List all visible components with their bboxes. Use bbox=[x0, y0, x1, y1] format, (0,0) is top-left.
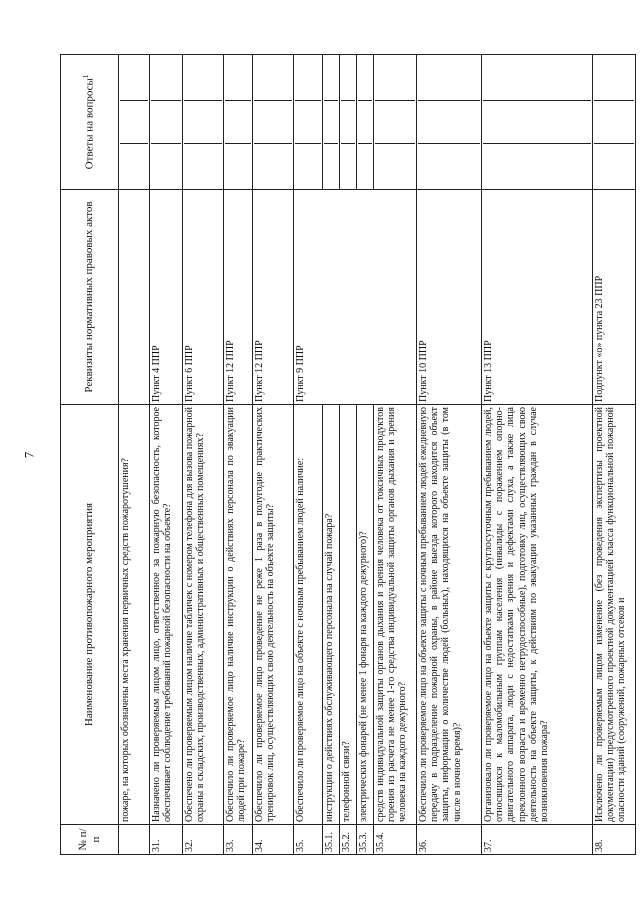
row-number: 33. bbox=[224, 825, 253, 855]
rotated-table-wrapper bbox=[60, 55, 640, 855]
header-name: Наименование противопожарного мероприятия bbox=[61, 405, 119, 825]
header-answers-label: Ответы на вопросы bbox=[83, 78, 96, 170]
row-number: 35. bbox=[294, 825, 323, 855]
row-answer-cells[interactable] bbox=[374, 55, 417, 190]
table-row bbox=[294, 55, 323, 855]
row-number: 35.1. bbox=[323, 825, 340, 855]
table-row bbox=[224, 55, 253, 855]
row-answer-cells[interactable] bbox=[323, 55, 340, 190]
header-requisites: Реквизиты нормативных правовых актов bbox=[61, 190, 119, 405]
table-header-row bbox=[61, 55, 119, 855]
table-row bbox=[150, 55, 183, 855]
row-answer-cells[interactable] bbox=[340, 55, 357, 190]
table-row bbox=[323, 55, 340, 855]
row-measure: средств индивидуальной защиты органов дыхания и зрения человека от токсичных продуктов горения из расчета не менее 1-го средства индивидуальной защиты органов дыхания и зрения человека на каждого дежурного? bbox=[374, 405, 417, 825]
row-answer-cells[interactable] bbox=[119, 55, 150, 190]
row-requisites bbox=[119, 190, 150, 405]
table-row bbox=[183, 55, 224, 855]
row-measure: Обеспечено ли проверяемым лицом наличие табличек с номером телефона для вызова пожарной охраны в складских, производственных, административных и общественных помещениях? bbox=[183, 405, 224, 825]
row-requisites: Пункт 9 ППР bbox=[294, 190, 417, 405]
row-answer-cells[interactable] bbox=[593, 55, 636, 190]
footnote-mark: 1 bbox=[82, 74, 91, 79]
header-answers bbox=[61, 55, 119, 190]
row-measure: Организовало ли проверяемое лицо на объекте защиты с круглосуточным пребыванием людей, относящихся к маломобильным группам населения (инвалиды с поражением опорно-двигательного аппарата, люди с недостатками зрения и дефектами слуха, а также лица преклонного возраста и временно нетрудоспособные), подготовку лиц, осуществляющих свою деятельность на объекте защиты, к действиям по эвакуации указанных граждан в случае возникновения пожара? bbox=[482, 405, 593, 825]
row-requisites: Пункт 12 ППР bbox=[224, 190, 253, 405]
row-measure: Обеспечило ли проверяемое лицо на объекте с ночным пребыванием людей наличие: bbox=[294, 405, 323, 825]
table-row bbox=[482, 55, 593, 855]
row-requisites: Пункт 13 ППР bbox=[482, 190, 593, 405]
row-measure: инструкции о действиях обслуживающего персонала на случай пожара? bbox=[323, 405, 340, 825]
header-number: № п/п bbox=[61, 825, 119, 855]
table-row bbox=[253, 55, 294, 855]
row-number: 34. bbox=[253, 825, 294, 855]
table-row bbox=[593, 55, 636, 855]
row-answer-cells[interactable] bbox=[150, 55, 183, 190]
row-number bbox=[119, 825, 150, 855]
row-number: 38. bbox=[593, 825, 636, 855]
row-answer-cells[interactable] bbox=[294, 55, 323, 190]
row-number: 36. bbox=[417, 825, 482, 855]
page-number: 7 bbox=[21, 451, 37, 459]
row-measure: Назначено ли проверяемым лицом лицо, ответственное за пожарную безопасность, которое обеспечивает соблюдение требований пожарной безопасности на объекте? bbox=[150, 405, 183, 825]
row-requisites: Подпункт «о» пункта 23 ППР bbox=[593, 190, 636, 405]
row-measure: Обеспечило ли проверяемое лицо на объекте защиты с ночным пребыванием людей ежедневную передачу в подразделение пожарной охраны, в районе выезда которого находится объект защиты, информации о количестве людей (больных), находящихся на объекте защиты (в том числе в ночное время)? bbox=[417, 405, 482, 825]
row-requisites: Пункт 4 ППР bbox=[150, 190, 183, 405]
row-number: 35.4. bbox=[374, 825, 417, 855]
row-number: 32. bbox=[183, 825, 224, 855]
row-measure: Исключено ли проверяемым лицом изменение (без проведения экспертизы проектной документации) предусмотренного проектной документацией класса функциональной пожарной опасности зданий (сооружений, пожарных отсеков и bbox=[593, 405, 636, 825]
table-row bbox=[417, 55, 482, 855]
table-row bbox=[357, 55, 374, 855]
row-measure: пожаре, на которых обозначены места хранения первичных средств пожаротушения? bbox=[119, 405, 150, 825]
row-answer-cells[interactable] bbox=[183, 55, 224, 190]
row-answer-cells[interactable] bbox=[357, 55, 374, 190]
table-row bbox=[340, 55, 357, 855]
row-number: 35.3. bbox=[357, 825, 374, 855]
row-answer-cells[interactable] bbox=[224, 55, 253, 190]
row-answer-cells[interactable] bbox=[417, 55, 482, 190]
row-answer-cells[interactable] bbox=[482, 55, 593, 190]
row-number: 37. bbox=[482, 825, 593, 855]
row-requisites: Пункт 10 ППР bbox=[417, 190, 482, 405]
row-measure: Обеспечило ли проверяемое лицо проведение не реже 1 раза в полугодие практических тренировок лиц, осуществляющих свою деятельность на объекте защиты? bbox=[253, 405, 294, 825]
checklist-table bbox=[60, 54, 636, 855]
row-answer-cells[interactable] bbox=[253, 55, 294, 190]
table-row bbox=[119, 55, 150, 855]
row-measure: Обеспечило ли проверяемое лицо наличие инструкции о действиях персонала по эвакуации людей при пожаре? bbox=[224, 405, 253, 825]
row-number: 35.2. bbox=[340, 825, 357, 855]
table-row bbox=[374, 55, 417, 855]
row-measure: электрических фонарей (не менее 1 фонаря на каждого дежурного)? bbox=[357, 405, 374, 825]
row-number: 31. bbox=[150, 825, 183, 855]
row-requisites: Пункт 6 ППР bbox=[183, 190, 224, 405]
row-requisites: Пункт 12 ППР bbox=[253, 190, 294, 405]
row-measure: телефонной связи? bbox=[340, 405, 357, 825]
